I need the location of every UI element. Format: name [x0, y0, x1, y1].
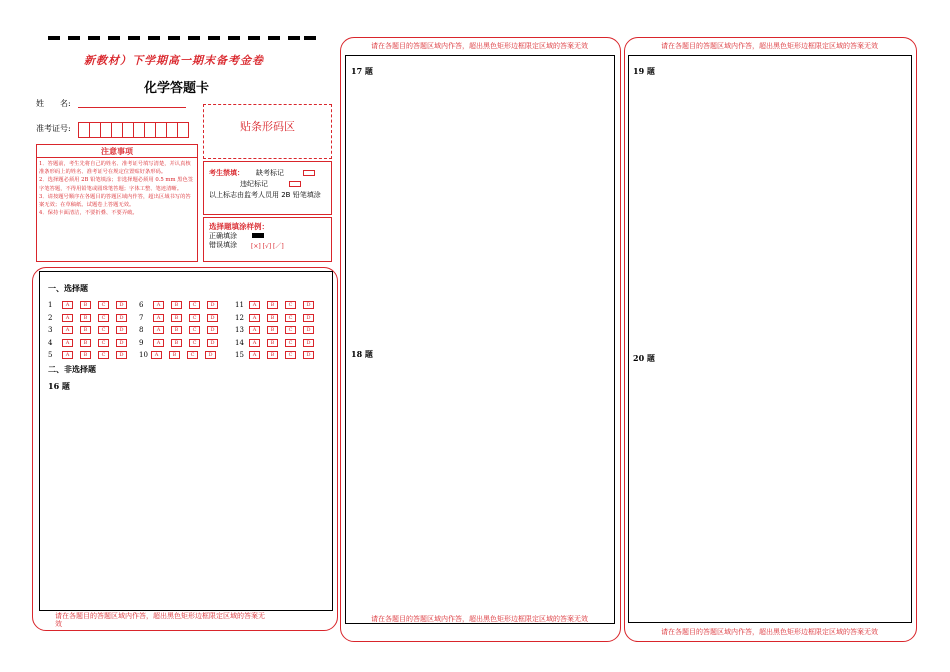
- choice-bubble-d[interactable]: D: [116, 351, 127, 359]
- choice-question-number: 4: [48, 338, 53, 347]
- choice-bubble-a[interactable]: A: [62, 351, 73, 359]
- choice-bubble-c[interactable]: C: [187, 351, 198, 359]
- choice-bubble-b[interactable]: B: [80, 351, 91, 359]
- notice-item-2: 2．选择题必须用 2B 铅笔填涂；非选择题必须用 0.5 mm 黑色签字笔答题，不得用铅笔或圆珠笔答题；字体工整、笔迹清晰。: [39, 177, 194, 192]
- proctor-mark-box: [203, 161, 332, 215]
- choice-bubble-d[interactable]: D: [205, 351, 216, 359]
- id-number-grid[interactable]: [78, 122, 188, 138]
- choice-bubble-b[interactable]: B: [171, 326, 182, 334]
- choice-bubble-a[interactable]: A: [62, 326, 73, 334]
- choice-bubble-b[interactable]: B: [80, 314, 91, 322]
- choice-question-row: [235, 339, 321, 347]
- choice-bubble-d[interactable]: D: [303, 301, 314, 309]
- notice-item-4: 4．保持卡面清洁，不要折叠、不要弄破。: [39, 210, 138, 217]
- question-20-label: 20 题: [633, 353, 655, 363]
- absent-mark-label: 缺考标记: [256, 169, 284, 177]
- notice-box: [36, 144, 198, 262]
- violation-mark-box[interactable]: [289, 181, 301, 187]
- choice-bubble-c[interactable]: C: [285, 326, 296, 334]
- choice-bubble-d[interactable]: D: [116, 301, 127, 309]
- choice-question-number: 6: [139, 301, 144, 309]
- choice-bubble-a[interactable]: A: [62, 314, 73, 322]
- choice-question-row: [235, 314, 321, 322]
- choice-bubble-d[interactable]: D: [303, 351, 314, 359]
- choice-bubble-a[interactable]: A: [151, 351, 162, 359]
- answer-sheet-title: 化学答题卡: [144, 81, 210, 96]
- exam-title: 新教材）下学期高一期末备考金卷: [84, 54, 264, 67]
- question-17-label: 17 题: [351, 66, 373, 76]
- choice-question-number: 14: [235, 338, 244, 347]
- choice-bubble-c[interactable]: C: [98, 339, 109, 347]
- choice-question-row: [48, 351, 134, 359]
- choice-bubble-b[interactable]: B: [267, 314, 278, 322]
- choice-bubble-d[interactable]: D: [303, 339, 314, 347]
- choice-bubble-a[interactable]: A: [153, 339, 164, 347]
- choice-bubble-c[interactable]: C: [285, 351, 296, 359]
- choice-bubble-a[interactable]: A: [153, 301, 164, 309]
- choice-bubble-c[interactable]: C: [189, 339, 200, 347]
- boundary-note-mid-top: 请在各题目的答题区域内作答，超出黑色矩形边框限定区域的答案无效: [371, 42, 588, 50]
- correct-fill-sample: [252, 233, 264, 238]
- choice-question-number: 12: [235, 313, 244, 322]
- choice-bubble-c[interactable]: C: [98, 351, 109, 359]
- choice-bubble-a[interactable]: A: [153, 326, 164, 334]
- choice-question-row: [139, 314, 225, 322]
- name-label: 姓 名:: [36, 99, 71, 108]
- name-field[interactable]: [78, 107, 186, 108]
- choice-question-number: 11: [235, 301, 244, 309]
- boundary-note-left-line1: 请在各题目的答题区域内作答，超出黑色矩形边框限定区域的答案无: [55, 612, 265, 620]
- choice-bubble-c[interactable]: C: [98, 314, 109, 322]
- choice-question-number: 13: [235, 326, 244, 334]
- answer-frame-19-20: [628, 55, 912, 623]
- choice-question-row: [139, 339, 225, 347]
- section-choice-title: 一、选择题: [48, 283, 88, 293]
- choice-question-number: 10: [139, 351, 148, 359]
- choice-question-number: 3: [48, 326, 53, 334]
- choice-bubble-c[interactable]: C: [189, 301, 200, 309]
- barcode-label: 贴条形码区: [240, 120, 295, 133]
- choice-bubble-b[interactable]: B: [171, 339, 182, 347]
- choice-question-row: [48, 339, 134, 347]
- choice-question-row: [139, 326, 225, 334]
- notice-title: 注意事项: [37, 145, 197, 158]
- choice-question-row: [48, 326, 134, 334]
- answer-frame-17-18: [345, 55, 615, 624]
- choice-bubble-d[interactable]: D: [303, 326, 314, 334]
- choice-bubble-d[interactable]: D: [207, 314, 218, 322]
- choice-bubble-d[interactable]: D: [303, 314, 314, 322]
- choice-question-number: 9: [139, 338, 144, 347]
- choice-bubble-a[interactable]: A: [249, 351, 260, 359]
- choice-bubble-a[interactable]: A: [249, 339, 260, 347]
- choice-bubble-a[interactable]: A: [62, 301, 73, 309]
- choice-question-row: [48, 301, 134, 309]
- barcode-area: [203, 104, 332, 159]
- choice-bubble-d[interactable]: D: [207, 339, 218, 347]
- proctor-mark-label: 考生禁填：: [209, 169, 244, 177]
- boundary-note-mid-bottom: 请在各题目的答题区域内作答，超出黑色矩形边框限定区域的答案无效: [371, 615, 588, 623]
- choice-bubble-c[interactable]: C: [189, 326, 200, 334]
- choice-bubble-c[interactable]: C: [285, 339, 296, 347]
- choice-question-row: [139, 351, 223, 359]
- choice-bubble-a[interactable]: A: [249, 314, 260, 322]
- choice-bubble-a[interactable]: A: [62, 339, 73, 347]
- absent-mark-box[interactable]: [303, 170, 315, 176]
- boundary-note-right-bottom: 请在各题目的答题区域内作答，超出黑色矩形边框限定区域的答案无效: [661, 628, 878, 636]
- choice-question-row: [235, 301, 321, 309]
- question-19-label: 19 题: [633, 66, 655, 76]
- choice-bubble-a[interactable]: A: [249, 301, 260, 309]
- choice-bubble-b[interactable]: B: [267, 351, 278, 359]
- question-16-label: 16 题: [48, 381, 70, 391]
- choice-bubble-d[interactable]: D: [116, 339, 127, 347]
- choice-bubble-b[interactable]: B: [80, 339, 91, 347]
- choice-bubble-b[interactable]: B: [267, 326, 278, 334]
- wrong-fill-samples: [×] [√] [／]: [251, 243, 284, 250]
- choice-bubble-b[interactable]: B: [80, 301, 91, 309]
- choice-bubble-c[interactable]: C: [285, 301, 296, 309]
- choice-bubble-c[interactable]: C: [98, 301, 109, 309]
- answer-frame-left: [39, 271, 333, 611]
- fill-example-box: [203, 217, 332, 262]
- choice-bubble-a[interactable]: A: [153, 314, 164, 322]
- choice-question-number: 7: [139, 313, 144, 322]
- choice-bubble-d[interactable]: D: [116, 326, 127, 334]
- choice-bubble-d[interactable]: D: [116, 314, 127, 322]
- choice-bubble-d[interactable]: D: [207, 301, 218, 309]
- choice-bubble-b[interactable]: B: [169, 351, 180, 359]
- notice-item-1: 1．答题前，考生先将自己的姓名、准考证号填写清楚，并认真核准条形码上的姓名、准考证号在规定位置贴好条形码。: [39, 161, 191, 176]
- section-nonchoice-title: 二、非选择题: [48, 364, 96, 374]
- wrong-fill-label: 错误填涂: [209, 241, 237, 249]
- boundary-note-left: [55, 612, 265, 628]
- choice-bubble-b[interactable]: B: [267, 339, 278, 347]
- violation-mark-label: 违纪标记: [240, 180, 268, 188]
- choice-question-number: 15: [235, 351, 244, 359]
- correct-fill-label: 正确填涂: [209, 232, 237, 240]
- choice-bubble-b[interactable]: B: [171, 314, 182, 322]
- question-18-label: 18 题: [351, 349, 373, 359]
- proctor-note: 以上标志由监考人员用 2B 铅笔填涂: [209, 191, 321, 199]
- choice-question-row: [235, 351, 321, 359]
- choice-bubble-a[interactable]: A: [249, 326, 260, 334]
- choice-bubble-d[interactable]: D: [207, 326, 218, 334]
- choice-bubble-b[interactable]: B: [80, 326, 91, 334]
- notice-item-3: 3．请按题号顺序在各题目的答题区域内作答，超出区域书写的答案无效；在草稿纸、试题卷上答题无效。: [39, 193, 191, 209]
- boundary-note-right-top: 请在各题目的答题区域内作答，超出黑色矩形边框限定区域的答案无效: [661, 42, 878, 50]
- choice-question-number: 8: [139, 326, 144, 334]
- choice-bubble-c[interactable]: C: [189, 314, 200, 322]
- choice-question-row: [235, 326, 321, 334]
- choice-bubble-c[interactable]: C: [98, 326, 109, 334]
- choice-bubble-b[interactable]: B: [267, 301, 278, 309]
- boundary-note-left-line2: 效: [55, 620, 62, 628]
- choice-bubble-c[interactable]: C: [285, 314, 296, 322]
- id-label: 准考证号:: [36, 124, 71, 133]
- choice-bubble-b[interactable]: B: [171, 301, 182, 309]
- choice-question-row: [139, 301, 225, 309]
- fill-example-title: 选择题填涂样例：: [209, 222, 269, 231]
- choice-question-number: 5: [48, 351, 53, 359]
- choice-question-number: 2: [48, 313, 53, 322]
- choice-question-number: 1: [48, 301, 53, 309]
- choice-question-row: [48, 314, 134, 322]
